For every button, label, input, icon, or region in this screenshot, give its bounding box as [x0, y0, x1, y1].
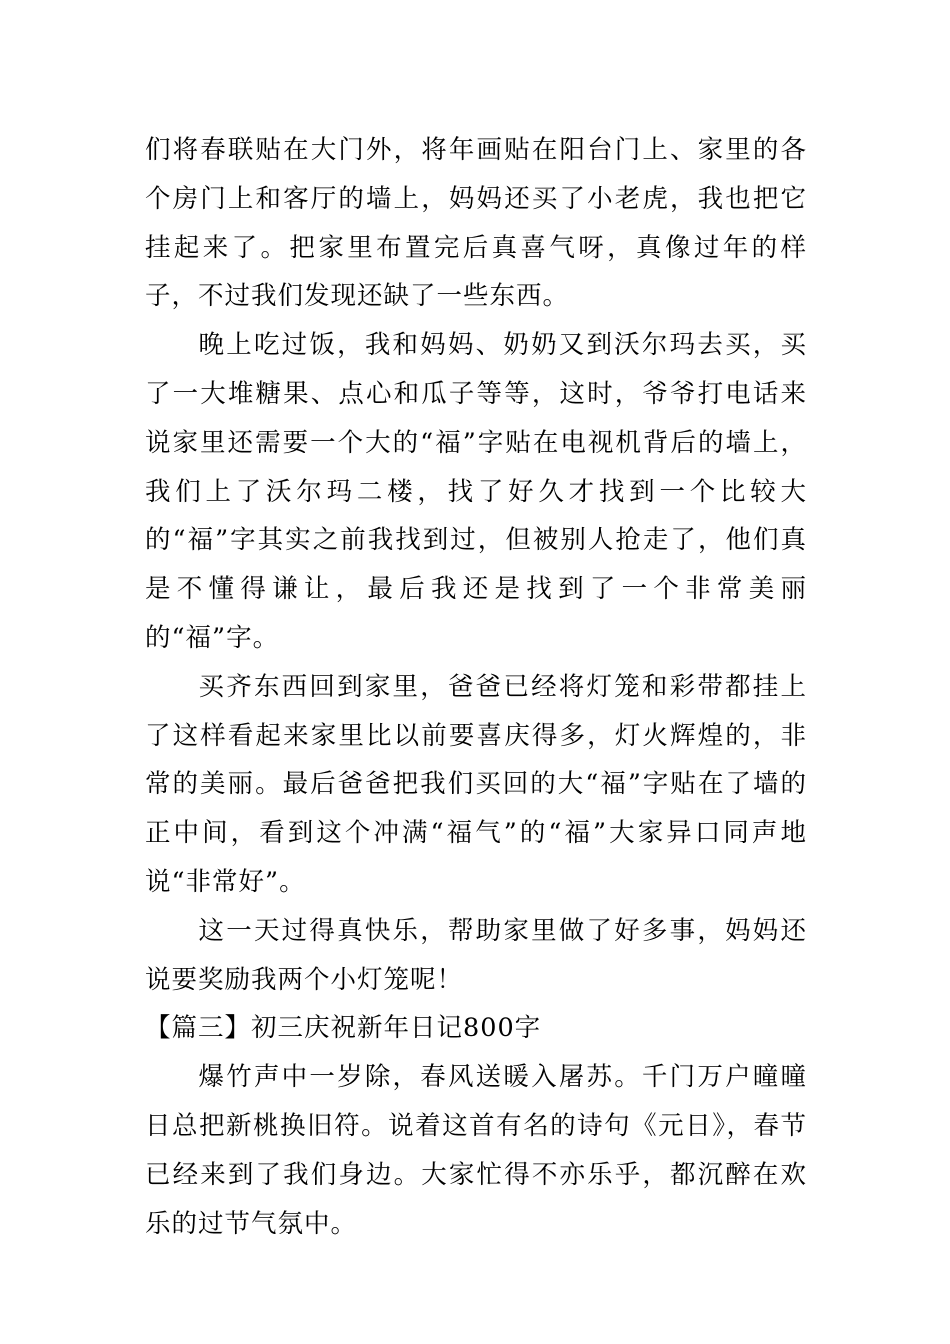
paragraph-continuation: 们将春联贴在大门外，将年画贴在阳台门上、家里的各个房门上和客厅的墙上，妈妈还买了小老虎，我也把它挂起来了。把家里布置完后真喜气呀，真像过年的样子，不过我们发现还缺了一些东西。	[145, 135, 807, 312]
paragraph-walmart-shopping: 晚上吃过饭，我和妈妈、奶奶又到沃尔玛去买，买了一大堆糖果、点心和瓜子等等，这时，爷爷打电话来说家里还需要一个大的“福”字贴在电视机背后的墙上，我们上了沃尔玛二楼，找了好久才找到一个比较大的“福”字其实之前我找到过，但被别人抢走了，他们真是不懂得谦让，最后我还是找到了一个非常美丽的“福”字。	[145, 330, 807, 653]
paragraph-happy-day: 这一天过得真快乐，帮助家里做了好多事，妈妈还说要奖励我两个小灯笼呢！	[145, 915, 807, 995]
document-body	[145, 126, 807, 1248]
paragraph-section-intro: 爆竹声中一岁除，春风送暖入屠苏。千门万户曈曈日总把新桃换旧符。说着这首有名的诗句《元日》，春节已经来到了我们身边。大家忙得不亦乐乎，都沉醉在欢乐的过节气氛中。	[145, 1062, 807, 1239]
paragraph-decorating-home: 买齐东西回到家里，爸爸已经将灯笼和彩带都挂上了这样看起来家里比以前要喜庆得多，灯火辉煌的，非常的美丽。最后爸爸把我们买回的大“福”字贴在了墙的正中间，看到这个冲满“福气”的“福”大家异口同声地说“非常好”。	[145, 671, 807, 897]
section-heading: 【篇三】初三庆祝新年日记800字	[145, 1013, 542, 1044]
